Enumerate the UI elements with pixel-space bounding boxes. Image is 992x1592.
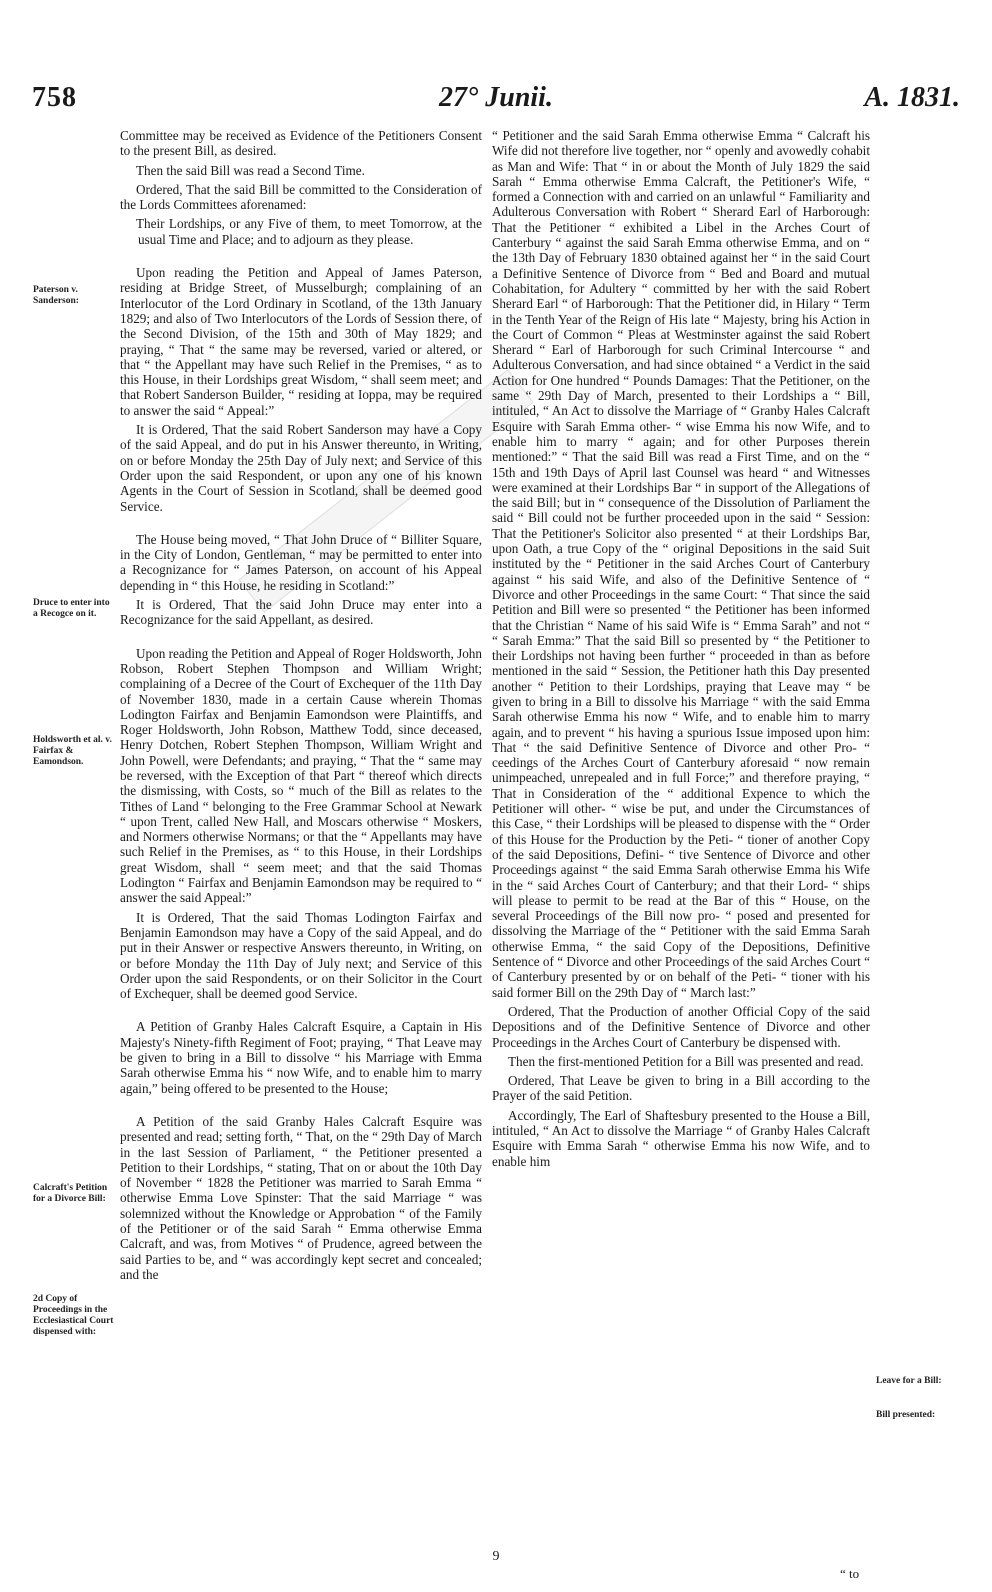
paragraph: It is Ordered, That the said John Druce may enter into a Recognizance for the said Appellant, as desired. bbox=[120, 597, 482, 628]
paragraph: A Petition of the said Granby Hales Calcraft Esquire was presented and read; setting forth, “ That, on the “ 29th Day of March in the last Session of Parliament, “ the Petitioner presented a Petition to their Lordships, “ stating, That on or about the 10th Day of November “ 1828 the Petitioner was married to Sarah Emma “ otherwise Emma Love Spinster: That the said Marriage “ was solemnized without the Knowledge or Approbation “ of the Family of the Petitioner or of the said Sarah “ Emma otherwise Emma Calcraft, and was, from Motives “ of Prudence, agreed between the said Parties to be, and “ was accordingly kept secret and concealed; and the bbox=[120, 1113, 482, 1282]
margin-note-holdsworth: Holdsworth et al. v. Fairfax & Eamondson. bbox=[33, 735, 112, 767]
paragraph: Upon reading the Petition and Appeal of James Paterson, residing at Bridge Street, of Musselburgh; complaining of an Interlocutor of the Lord Ordinary in Scotland, of the 13th January 1829; and also of Two Interlocutors of the Lords of Session there, of the Second Division, of the 15th and 30th of May 1829; and praying, “ That “ the same may be reversed, varied or altered, or that “ the Appellant may have such Relief in the Premises, “ as to this House, in their Lordships great Wisdom, “ shall seem meet; and that Robert Sanderson Builder, “ residing at Ioppa, may be required to answer the said “ Appeal:” bbox=[120, 265, 482, 418]
margin-note-druce: Druce to enter into a Recogce on it. bbox=[33, 598, 110, 619]
paragraph: The House being moved, “ That John Druce of “ Billiter Square, in the City of London, Gentleman, “ may be permitted to enter into a Recognizance for “ James Paterson, on account of his Appeal depending in “ this House, he residing in Scotland:” bbox=[120, 531, 482, 593]
left-column bbox=[120, 128, 482, 1286]
paragraph: Then the first-mentioned Petition for a Bill was presented and read. bbox=[508, 1053, 864, 1069]
page-header bbox=[0, 82, 992, 122]
margin-note-presented: Bill presented: bbox=[876, 1410, 936, 1420]
paragraph: Their Lordships, or any Five of them, to meet Tomorrow, at the usual Time and Place; and to adjourn as they please. bbox=[136, 216, 482, 247]
paragraph: Committee may be received as Evidence of the Petitioners Consent to the present Bill, as desired. bbox=[120, 128, 482, 159]
paragraph: Ordered, That the said Bill be committed to the Consideration of the Lords Committees aforenamed: bbox=[120, 181, 482, 213]
catchword: “ to bbox=[840, 1566, 860, 1581]
page-number: 758 bbox=[32, 82, 77, 113]
paragraph: A Petition of Granby Hales Calcraft Esquire, a Captain in His Majesty's Ninety-fifth Regiment of Foot; praying, “ That Leave may be given to bring in a Bill to dissolve “ his Marriage with Emma Sarah otherwise Emma his “ now Wife, and to enable him to marry again,” being offered to be presented to the House; bbox=[120, 1019, 482, 1096]
paragraph: It is Ordered, That the said Thomas Lodington Fairfax and Benjamin Eamondson may have a Copy of the said Appeal, and do put in their Answer or respective Answers thereunto, in Writing, on or before Monday the 11th Day of July next; and Service of this Order upon the said Respondents, or on their Solicitor in the Court of Exchequer, shall be deemed good Service. bbox=[120, 909, 482, 1002]
margin-note-copy: 2d Copy of Proceedings in the Ecclesiastical Court dispensed with: bbox=[33, 1294, 114, 1337]
page-date: 27° Junii. bbox=[439, 82, 553, 113]
paragraph: It is Ordered, That the said Robert Sanderson may have a Copy of the said Appeal, and do put in his Answer thereunto, in Writing, on or before Monday the 25th Day of July next; and Service of this Order upon the said Respondent, or upon any one of his known Agents in the Court of Session in Scotland, shall be deemed good Service. bbox=[120, 422, 482, 514]
paragraph: Ordered, That the Production of another Official Copy of the said Depositions and of the Definitive Sentence of Divorce and other Proceedings in the Arches Court of Canterbury be dispensed with. bbox=[492, 1003, 870, 1050]
margin-note-calcraft: Calcraft's Petition for a Divorce Bill: bbox=[33, 1183, 108, 1204]
page-year: A. 1831. bbox=[864, 82, 960, 113]
paragraph: Then the said Bill was read a Second Time. bbox=[136, 162, 365, 178]
margin-note-leave: Leave for a Bill: bbox=[876, 1376, 942, 1386]
signature-mark: 9 bbox=[492, 1549, 500, 1564]
margin-note-paterson: Paterson v. Sanderson: bbox=[33, 285, 79, 306]
paragraph: Upon reading the Petition and Appeal of Roger Holdsworth, John Robson, Robert Stephen Thompson and William Wright; complaining of a Decree of the Court of Exchequer of the 11th Day of November 1830, made in a certain Cause wherein Thomas Lodington Fairfax and Benjamin Eamondson were Plaintiffs, and Roger Holdsworth, John Robson, Matthew Todd, since deceased, Henry Dotchen, Robert Stephen Thompson, William Wright and John Powell, were Defendants; and praying, “ That the “ same may be reversed, with the Exception of that Part “ thereof which directs the dismissing, with Costs, so “ much of the Bill as relates to the Tithes of Land “ belonging to the Free Grammar School at Newark “ upon Trent, called New Hall, and Moscars otherwise “ Moskers, and Normers otherwise Normans; or that the “ Appellants may have such Relief in the Premises, as “ to this House, in their Lordships great Wisdom, shall “ seem meet; and that the said Thomas Lodington “ Fairfax and Benjamin Eamondson may be required to “ answer the said Appeal:” bbox=[120, 645, 482, 906]
paragraph: Ordered, That Leave be given to bring in a Bill according to the Prayer of the said Petition. bbox=[492, 1073, 870, 1104]
paragraph: “ Petitioner and the said Sarah Emma otherwise Emma “ Calcraft his Wife did not therefore live together, nor “ openly and avowedly cohabit as Man and Wife: That “ in or about the Month of July 1829 the said Sarah “ Emma otherwise Emma Calcraft, the Petitioner's Wife, “ formed a Connection with and carried on an unlawful “ Familiarity and Adulterous Conversation with Robert “ Sherard Earl of Harborough: That the Petitioner “ exhibited a Libel in the Arches Court of Canterbury “ against the said Sarah Emma otherwise Emma, and on “ the 13th Day of February 1830 obtained against her “ in the said Court a Definitive Sentence of Divorce from “ Bed and Board and mutual Cohabitation, for Adultery “ committed by her with the said Robert Sherard Earl “ of Harborough: That the Petitioner did, in Hilary “ Term in the Tenth Year of the Reign of His late “ Majesty, bring his Action in the Court of Common “ Pleas at Westminster against the said Robert Sherard “ Earl of Harborough for such Criminal Intercourse “ and Adulterous Conversation, and had since obtained “ a Verdict in the said Action for One hundred “ Pounds Damages: That the Petitioner, on the same “ 29th Day of March, presented to their Lordships a “ Bill, intituled, “ An Act to dissolve the Marriage of “ Granby Hales Calcraft Esquire with Sarah Emma other- “ wise Emma his now Wife, and to enable him to marry “ again; and for other Purposes therein mentioned:” “ That the said Bill was read a First Time, and on the “ 15th and 19th Days of April last Counsel was heard “ and Witnesses were examined at their Lordships Bar “ in support of the Allegations of the said Bill; but in “ consequence of the Dissolution of Parliament the said “ Bill could not be further proceeded upon in the said “ Session: That the Petitioner's Solicitor also presented “ at their Lordships Bar, upon Oath, a true Copy of the “ original Depositions in the said Suit instituted by the “ Petitioner in the said Arches Court of Canterbury against “ his said Wife, and also of the Definitive Sentence of “ Divorce and other Proceedings in the same Court: “ That since the said Petition and Bill were so presented “ the Petitioner has been informed that the Christian “ Name of his said Wife is “ Emma Sarah” and not “ “ Sarah Emma:” That the said Bill so presented by “ the Petitioner to their Lordships not having been further “ proceeded in than as before mentioned in the said “ Session, the Petitioner hath this Day presented another “ Petition to their Lordships, praying that Leave may “ be given to bring in a Bill to dissolve his Marriage “ with the said Emma Sarah otherwise Emma his now “ Wife, and to enable him to marry again, and to prevent “ his having a spurious Issue imposed upon him: That “ the said Definitive Sentence of Divorce and other Pro- “ ceedings of the Arches Court of Canterbury aforesaid “ now remain unimpeached, unrepealed and in full Force;” and therefore praying, “ That in Consideration of the “ additional Expence to which the Petitioner will other- “ wise be put, and under the Circumstances of this Case, “ their Lordships will be pleased to dispense with the “ Order of this House for the Production by the Peti- “ tioner of another Copy of the said Depositions, Defini- “ tive Sentence of Divorce and other Proceedings against “ the said Emma Sarah otherwise Emma his Wife in the “ said Arches Court of Canterbury; and that their Lord- “ ships will please to permit to be read at the Bar of this “ House, on the several Proceedings of the Bill now pro- “ posed and presented for dissolving the Marriage of the “ Petitioner with the said Emma Sarah otherwise Emma, “ the said Copy of the Depositions, Definitive Sentence of “ Divorce and other Proceedings of the said Arches Court “ of Canterbury presented by or on behalf of the Peti- “ tioner with his said former Bill on the 29th Day of “ March last:” bbox=[492, 128, 870, 1000]
paragraph: Accordingly, The Earl of Shaftesbury presented to the House a Bill, intituled, “ An Act to dissolve the Marriage “ of Granby Hales Calcraft Esquire with Emma Sarah “ otherwise Emma his now Wife, and to enable him bbox=[492, 1107, 870, 1169]
right-column bbox=[492, 128, 870, 1173]
